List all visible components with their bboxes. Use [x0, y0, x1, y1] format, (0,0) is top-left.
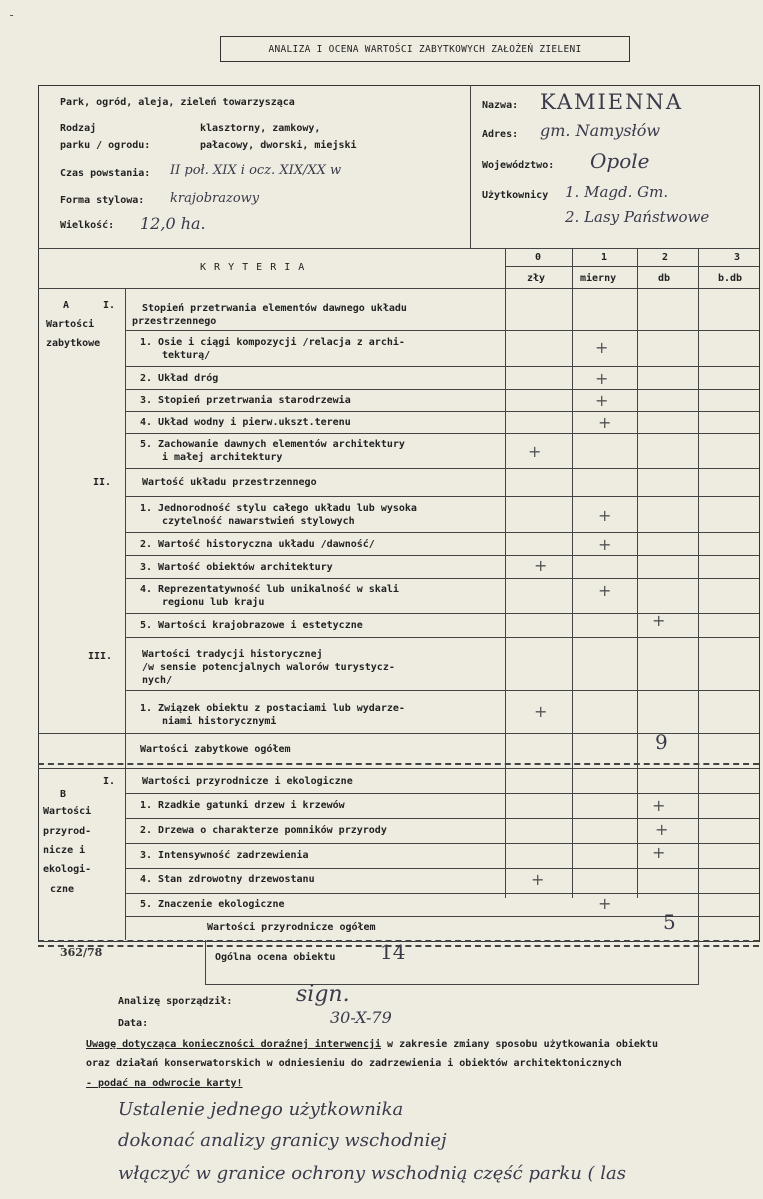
scale-num-1: 1	[601, 252, 608, 263]
section-b-letter: B	[60, 789, 67, 800]
rule	[38, 248, 759, 249]
b-row-5: 5. Znaczenie ekologiczne	[140, 899, 285, 910]
rule	[38, 768, 759, 769]
group2-title: Wartość układu przestrzennego	[142, 477, 317, 488]
czas-value: II poł. XIX i ocz. XIX/XX w	[170, 163, 342, 178]
score-mark: +	[652, 611, 666, 630]
rule	[125, 555, 759, 556]
wielkosc-label: Wielkość:	[60, 220, 115, 231]
uzytk-value2: 2. Lasy Państwowe	[565, 208, 710, 226]
b-row-1: 1. Rzadkie gatunki drzew i krzewów	[140, 800, 345, 811]
scale-label-2: db	[658, 273, 671, 284]
section-separator	[38, 763, 759, 765]
rule	[125, 366, 759, 367]
rule	[572, 248, 573, 898]
rodzaj-line2: pałacowy, dworski, miejski	[200, 140, 357, 151]
park-type-label: Park, ogród, aleja, zieleń towarzysząca	[60, 97, 295, 108]
score-mark: +	[655, 820, 669, 839]
a-row-5-l2: i małej architektury	[162, 452, 283, 463]
score-mark: +	[531, 870, 545, 889]
section-a-roman1: I.	[103, 300, 116, 311]
nazwa-label: Nazwa:	[482, 100, 519, 111]
note-line2: oraz działań konserwatorskich w odniesieniu do zadrzewienia i obiektów architektonicznych	[86, 1058, 622, 1069]
adres-value: gm. Namysłów	[540, 121, 661, 140]
uzytk-value1: 1. Magd. Gm.	[565, 183, 669, 201]
rule	[637, 248, 638, 898]
ref-number: 362/78	[60, 946, 103, 959]
scale-label-0: zły	[527, 273, 546, 284]
rule	[505, 266, 759, 267]
handwritten-note-1: Ustalenie jednego użytkownika	[118, 1099, 404, 1120]
document-title	[220, 36, 630, 62]
a-row-11-l2: niami historycznymi	[162, 716, 277, 727]
scale-num-2: 2	[662, 252, 669, 263]
score-mark: +	[595, 391, 609, 410]
b-row-3: 3. Intensywność zadrzewienia	[140, 850, 309, 861]
a-row-2-l1: 2. Układ dróg	[140, 373, 219, 384]
wielkosc-value: 12,0 ha.	[140, 214, 206, 233]
rule	[38, 288, 759, 289]
forma-value: krajobrazowy	[170, 191, 260, 206]
scale-num-0: 0	[535, 252, 542, 263]
score-mark: +	[534, 702, 548, 721]
group1-title1: Stopień przetrwania elementów dawnego układu	[142, 303, 407, 314]
score-mark: +	[598, 535, 612, 554]
document-title-text: ANALIZA I OCENA WARTOŚCI ZABYTKOWYCH ZAŁOŻEŃ ZIELENI	[268, 43, 582, 55]
adres-label: Adres:	[482, 129, 519, 140]
section-a-roman2: II.	[93, 477, 112, 488]
a-row-9-l2: regionu lub kraju	[162, 597, 265, 608]
rule	[125, 468, 759, 469]
rule	[125, 893, 759, 894]
section-b-label4: ekologi-	[43, 864, 92, 875]
rule	[125, 818, 759, 819]
date-label: Data:	[118, 1018, 149, 1029]
rule	[125, 793, 759, 794]
a-row-9-l1: 4. Reprezentatywność lub unikalność w skali	[140, 584, 399, 595]
rule	[125, 578, 759, 579]
score-mark: +	[598, 506, 612, 525]
section-b-label3: nicze i	[43, 845, 86, 856]
a-row-7-l1: 2. Wartość historyczna układu /dawność/	[140, 539, 375, 550]
rule	[125, 496, 759, 497]
section-b-label2: przyrod-	[43, 826, 92, 837]
note-line1	[86, 1039, 658, 1050]
score-mark: +	[598, 894, 612, 913]
date-value: 30-X-79	[330, 1008, 392, 1027]
score-mark: +	[598, 581, 612, 600]
rule	[125, 868, 759, 869]
note-rest: w zakresie zmiany sposobu użytkowania obiektu	[381, 1039, 658, 1050]
rule	[205, 984, 699, 985]
a-row-1-l1: 1. Osie i ciągi kompozycji /relacja z archi-	[140, 337, 405, 348]
a-row-10-l1: 5. Wartości krajobrazowe i estetyczne	[140, 620, 363, 631]
rodzaj-line1: klasztorny, zamkowy,	[200, 123, 321, 134]
section-b-label1: Wartości	[43, 806, 92, 817]
handwritten-note-2: dokonać analizy granicy wschodniej	[118, 1130, 447, 1151]
rule	[125, 532, 759, 533]
rodzaj-label: Rodzaj	[60, 123, 97, 134]
note-line3: - podać na odwrocie karty!	[86, 1078, 243, 1089]
a-total-label: Wartości zabytkowe ogółem	[140, 744, 291, 755]
rule	[698, 248, 699, 984]
a-row-6-l2: czytelność nawarstwień stylowych	[162, 516, 355, 527]
nazwa-value: KAMIENNA	[540, 90, 684, 114]
rule	[38, 733, 759, 734]
section-b-label5: czne	[50, 884, 75, 895]
a-row-11-l1: 1. Związek obiektu z postaciami lub wydarze-	[140, 703, 405, 714]
score-mark: +	[595, 338, 609, 357]
section-a-roman3: III.	[88, 651, 113, 662]
analysis-label: Analizę sporządził:	[118, 996, 233, 1007]
a-row-4-l1: 4. Układ wodny i pierw.ukszt.terenu	[140, 417, 351, 428]
rule	[125, 690, 759, 691]
score-mark: +	[534, 556, 548, 575]
rule	[125, 389, 759, 390]
forma-label: Forma stylowa:	[60, 195, 145, 206]
handwritten-note-3: włączyć w granice ochrony wschodnią część parku ( las	[118, 1163, 627, 1184]
a-row-8-l1: 3. Wartość obiektów architektury	[140, 562, 333, 573]
rule	[125, 330, 759, 331]
scale-label-1: mierny	[580, 273, 617, 284]
rule	[125, 637, 759, 638]
b-row-2: 2. Drzewa o charakterze pomników przyrody	[140, 825, 387, 836]
b-row-4: 4. Stan zdrowotny drzewostanu	[140, 874, 315, 885]
a-row-1-l2: tekturą/	[162, 350, 211, 361]
score-mark: +	[595, 369, 609, 388]
woj-label: Województwo:	[482, 160, 555, 171]
a-total-value: 9	[655, 730, 668, 754]
section-b-roman: I.	[103, 776, 116, 787]
header-divider	[470, 85, 471, 248]
group1-title2: przestrzennego	[132, 316, 217, 327]
section-b-title: Wartości przyrodnicze i ekologiczne	[142, 776, 353, 787]
section-a-letter: A	[63, 300, 70, 311]
note-underlined: Uwagę dotycząca konieczności doraźnej interwencji	[86, 1039, 382, 1050]
rule	[505, 248, 506, 898]
a-row-3-l1: 3. Stopień przetrwania starodrzewia	[140, 395, 351, 406]
score-mark: +	[598, 413, 612, 432]
czas-label: Czas powstania:	[60, 168, 151, 179]
group3-title2: /w sensie potencjalnych walorów turystycz-	[142, 662, 395, 673]
kryteria-label: K R Y T E R I A	[200, 262, 306, 273]
section-a-label1: Wartości	[46, 319, 95, 330]
signature: sign.	[296, 982, 350, 1007]
group3-title1: Wartości tradycji historycznej	[142, 649, 323, 660]
a-row-5-l1: 5. Zachowanie dawnych elementów architektury	[140, 439, 405, 450]
parku-label: parku / ogrodu:	[60, 140, 151, 151]
score-mark: +	[652, 796, 666, 815]
corner-mark: -	[8, 8, 16, 22]
uzytk-label: Użytkownicy	[482, 190, 549, 201]
rule	[125, 411, 759, 412]
rule	[125, 433, 759, 434]
score-mark: +	[528, 442, 542, 461]
scale-label-3: b.db	[718, 273, 743, 284]
section-a-label2: zabytkowe	[46, 338, 101, 349]
overall-value: 14	[380, 940, 406, 964]
woj-value: Opole	[590, 149, 650, 173]
a-row-6-l1: 1. Jednorodność stylu całego układu lub wysoka	[140, 503, 417, 514]
b-total-label: Wartości przyrodnicze ogółem	[207, 922, 376, 933]
score-mark: +	[652, 843, 666, 862]
scale-num-3: 3	[734, 252, 741, 263]
group3-title3: nych/	[142, 675, 173, 686]
b-total-value: 5	[663, 910, 676, 934]
overall-label: Ogólna ocena obiektu	[215, 952, 336, 963]
